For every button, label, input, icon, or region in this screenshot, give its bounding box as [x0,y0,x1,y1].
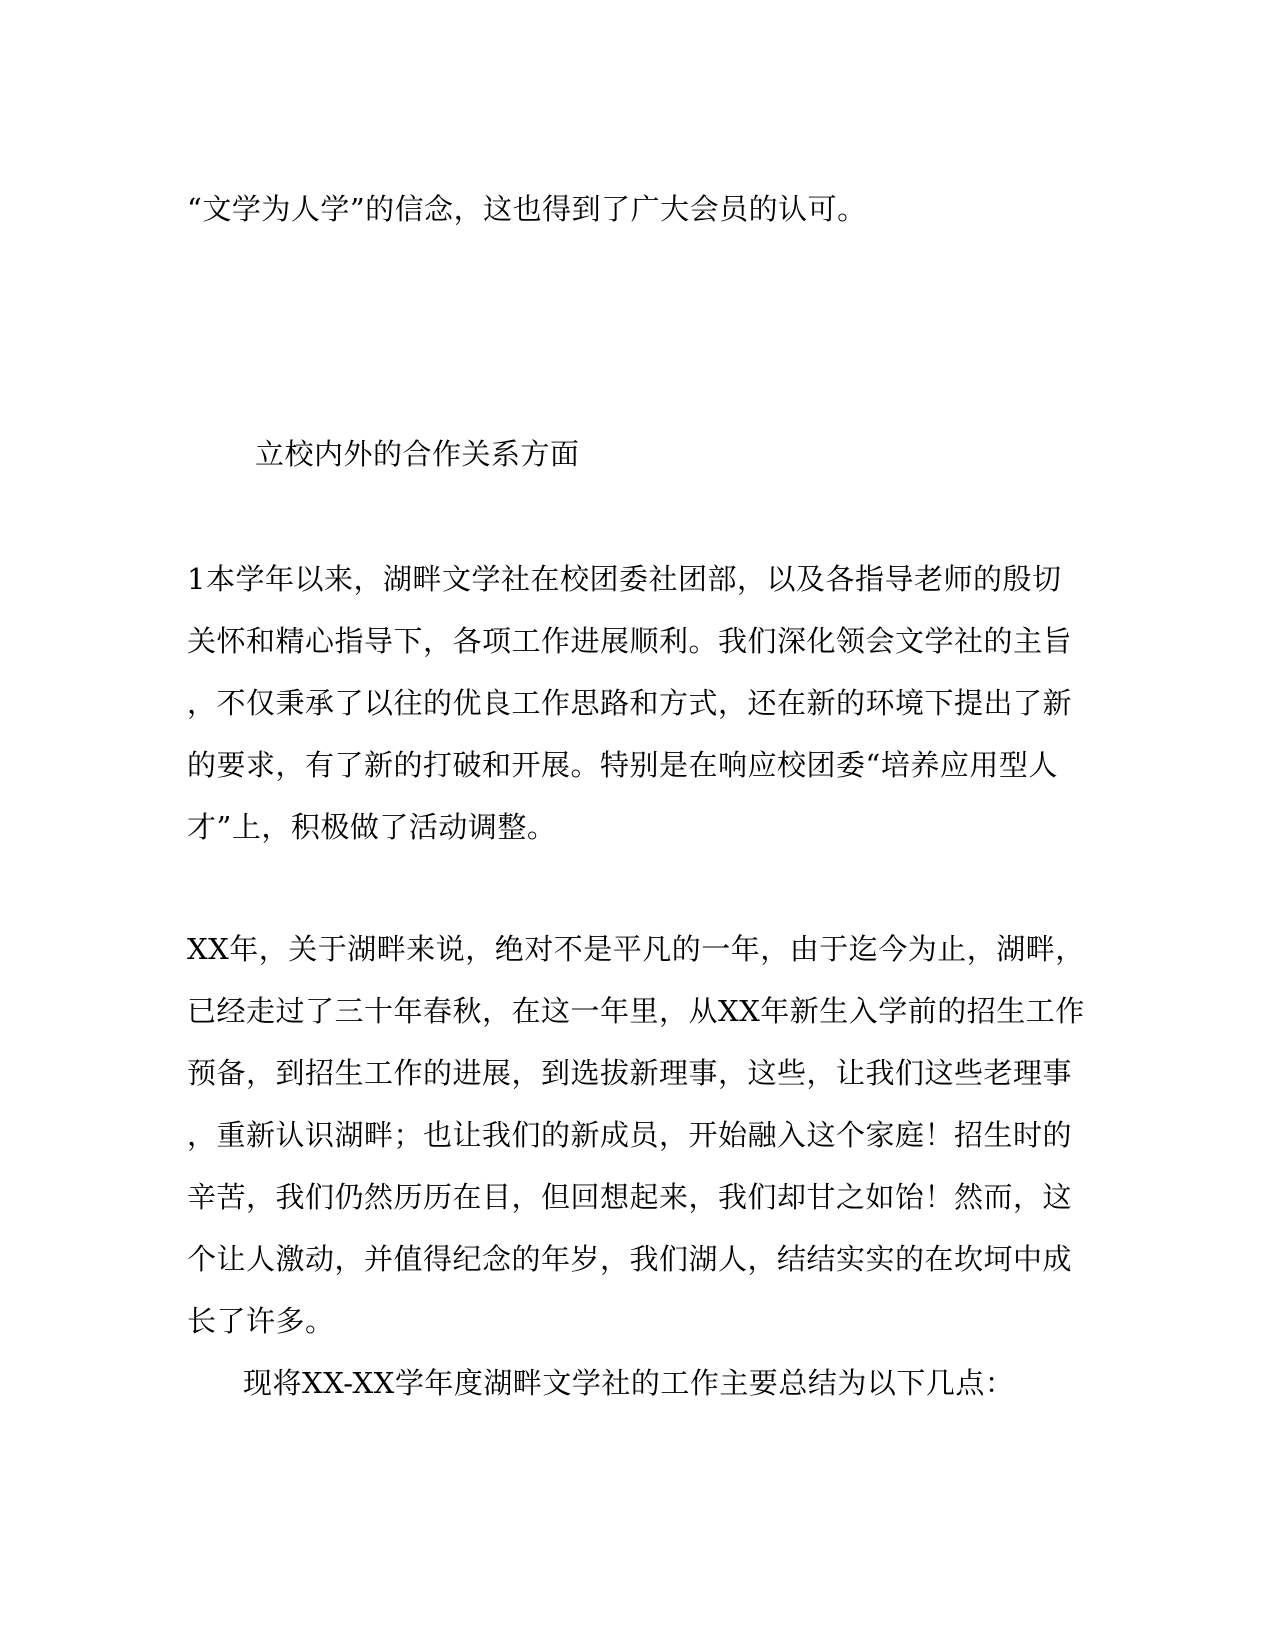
paragraph-line: 预备，到招生工作的进展，到选拔新理事，这些，让我们这些老理事 [187,1056,1073,1090]
paragraph-line: 现将XX-XX学年度湖畔文学社的工作主要总结为以下几点： [243,1366,1015,1400]
paragraph-line: 1本学年以来，湖畔文学社在校团委社团部，以及各指导老师的殷切 [187,562,1062,596]
paragraph-line: 关怀和精心指导下，各项工作进展顺利。我们深化领会文学社的主旨 [187,624,1073,658]
paragraph-line: XX年，关于湖畔来说，绝对不是平凡的一年，由于迄今为止，湖畔， [187,932,1085,966]
paragraph-line: ，不仅秉承了以往的优良工作思路和方式，还在新的环境下提出了新 [187,686,1073,720]
paragraph-line: 辛苦，我们仍然历历在目，但回想起来，我们却甘之如饴！然而，这 [187,1180,1073,1214]
paragraph-line: 长了许多。 [187,1304,335,1338]
paragraph-line: 的要求，有了新的打破和开展。特别是在响应校团委“培养应用型人 [187,748,1058,782]
paragraph-line: 个让人激动，并值得纪念的年岁，我们湖人，结结实实的在坎坷中成 [187,1242,1073,1276]
paragraph-line: ，重新认识湖畔；也让我们的新成员，开始融入这个家庭！招生时的 [187,1118,1073,1152]
section-heading: 立校内外的合作关系方面 [255,437,580,471]
paragraph-line: 才”上，积极做了活动调整。 [187,810,557,844]
paragraph-line: “文学为人学”的信念，这也得到了广大会员的认可。 [187,192,867,226]
paragraph-line: 已经走过了三十年春秋，在这一年里，从XX年新生入学前的招生工作 [187,994,1085,1028]
